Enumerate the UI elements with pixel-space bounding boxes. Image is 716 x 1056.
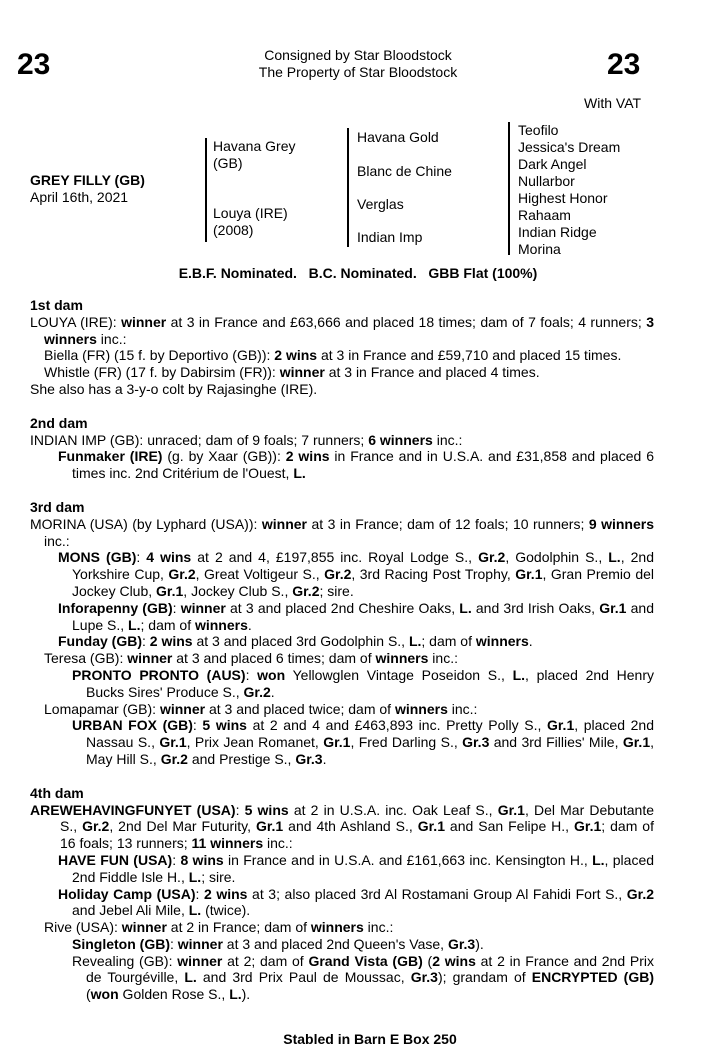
progeny-revealing: Revealing (GB): winner at 2; dam of Grand Vista (GB) (2 wins at 2 in France and 2nd Prix de Tourgéville, L. and 3rd Prix Paul de Moussac, Gr.3); grandam of ENCRYPTED (GB) (won Golden Rose S., L.). (72, 952, 654, 1003)
catalogue-body (30, 297, 654, 1003)
progeny-singleton: Singleton (GB): winner at 3 and placed 2nd Queen's Vase, Gr.3). (72, 935, 484, 952)
dam-sire: Verglas (357, 196, 404, 212)
third-generation: Teofilo Jessica's Dream Dark Angel Nullarbor Highest Honor Rahaam Indian Ridge Morina (518, 122, 621, 257)
progeny-pronto-pronto: PRONTO PRONTO (AUS): won Yellowglen Vintage Poseidon S., L., placed 2nd Henry Bucks Sires' Produce S., Gr.2. (72, 666, 654, 700)
progeny-urban-fox: URBAN FOX (GB): 5 wins at 2 and 4 and £463,893 inc. Pretty Polly S., Gr.1, placed 2nd Nassau S., Gr.1, Prix Jean Romanet, Gr.1, Fred Darling S., Gr.3 and 3rd Fillies' Mile, Gr.1, May Hill S., Gr.2 and Prestige S., Gr.3. (72, 717, 654, 767)
pedigree-line-1 (205, 138, 207, 242)
third-dam-heading: 3rd dam (30, 498, 85, 515)
produce-note: She also has a 3-y-o colt by Rajasinghe (IRE). (30, 380, 318, 397)
progeny-funday: Funday (GB): 2 wins at 3 and placed 3rd Godolphin S., L.; dam of winners. (58, 633, 533, 650)
progeny-rive: Rive (USA): winner at 2 in France; dam of winners inc.: (44, 919, 394, 936)
first-dam-heading: 1st dam (30, 297, 83, 313)
lot-number-left: 23 (17, 48, 51, 81)
produce-biella: Biella (FR) (15 f. by Deportivo (GB)): 2 wins at 3 in France and £59,710 and placed 15 times. (44, 347, 622, 364)
progeny-lomapamar: Lomapamar (GB): winner at 3 and placed twice; dam of winners inc.: (44, 700, 478, 717)
third-dam-entry: MORINA (USA) (by Lyphard (USA)): winner at 3 in France; dam of 12 foals; 10 runners; 9 winners inc.: (30, 515, 654, 549)
lot-number-right: 23 (607, 48, 641, 81)
sire-name: Havana Grey (GB) (213, 138, 296, 171)
progeny-teresa: Teresa (GB): winner at 3 and placed 6 times; dam of winners inc.: (44, 650, 458, 667)
fourth-dam-heading: 4th dam (30, 784, 84, 801)
second-dam-heading: 2nd dam (30, 414, 88, 431)
pedigree-line-2 (347, 128, 349, 247)
foaling-date: April 16th, 2021 (30, 189, 129, 205)
nominations: E.B.F. Nominated. B.C. Nominated. GBB Flat (100%) (178, 265, 538, 281)
horse-name: GREY FILLY (GB) (30, 172, 145, 188)
dam-dam: Indian Imp (357, 229, 423, 245)
dam-name: Louya (IRE) (2008) (213, 205, 288, 238)
progeny-holiday-camp: Holiday Camp (USA): 2 wins at 3; also placed 3rd Al Rostamani Group Al Fahidi Fort S., Gr.2 and Jebel Ali Mile, L. (twice). (58, 885, 655, 919)
fourth-dam-entry: AREWEHAVINGFUNYET (USA): 5 wins at 2 in U.S.A. inc. Oak Leaf S., Gr.1, Del Mar Debutante S., Gr.2, 2nd Del Mar Futurity, Gr.1 and 4th Ashland S., Gr.1 and San Felipe H., Gr.1; dam of 16 foals; 13 runners; 11 winners inc.: (30, 801, 655, 852)
sire-dam: Blanc de Chine (357, 163, 452, 179)
pedigree-line-3 (508, 122, 510, 255)
stabling-footer: Stabled in Barn E Box 250 (283, 1031, 457, 1047)
second-dam-entry: INDIAN IMP (GB): unraced; dam of 9 foals; 7 runners; 6 winners inc.: (30, 431, 463, 448)
consignor-line: Consigned by Star Bloodstock (264, 47, 452, 63)
progeny-mons: MONS (GB): 4 wins at 2 and 4, £197,855 inc. Royal Lodge S., Gr.2, Godolphin S., L., 2nd Yorkshire Cup, Gr.2, Great Voltigeur S., Gr.2, 3rd Racing Post Trophy, Gr.1, Gran Premio del Jockey Club, Gr.1, Jockey Club S., Gr.2; sire. (58, 549, 655, 599)
produce-whistle: Whistle (FR) (17 f. by Dabirsim (FR)): winner at 3 in France and placed 4 times. (44, 364, 540, 381)
property-line: The Property of Star Bloodstock (258, 64, 458, 80)
progeny-inforapenny: Inforapenny (GB): winner at 3 and placed 2nd Cheshire Oaks, L. and 3rd Irish Oaks, Gr.1 and Lupe S., L.; dam of winners. (58, 599, 655, 633)
vat-note: With VAT (584, 95, 642, 111)
progeny-funmaker: Funmaker (IRE) (g. by Xaar (GB)): 2 wins in France and in U.S.A. and £31,858 and placed 6 times inc. 2nd Critérium de l'Ouest, L. (58, 448, 654, 482)
progeny-have-fun: HAVE FUN (USA): 8 wins in France and in U.S.A. and £161,663 inc. Kensington H., L., placed 2nd Fiddle Isle H., L.; sire. (58, 851, 655, 885)
sire-sire: Havana Gold (357, 129, 439, 145)
first-dam-entry: LOUYA (IRE): winner at 3 in France and £63,666 and placed 18 times; dam of 7 foals; 4 runners; 3 winners inc.: (30, 313, 654, 347)
